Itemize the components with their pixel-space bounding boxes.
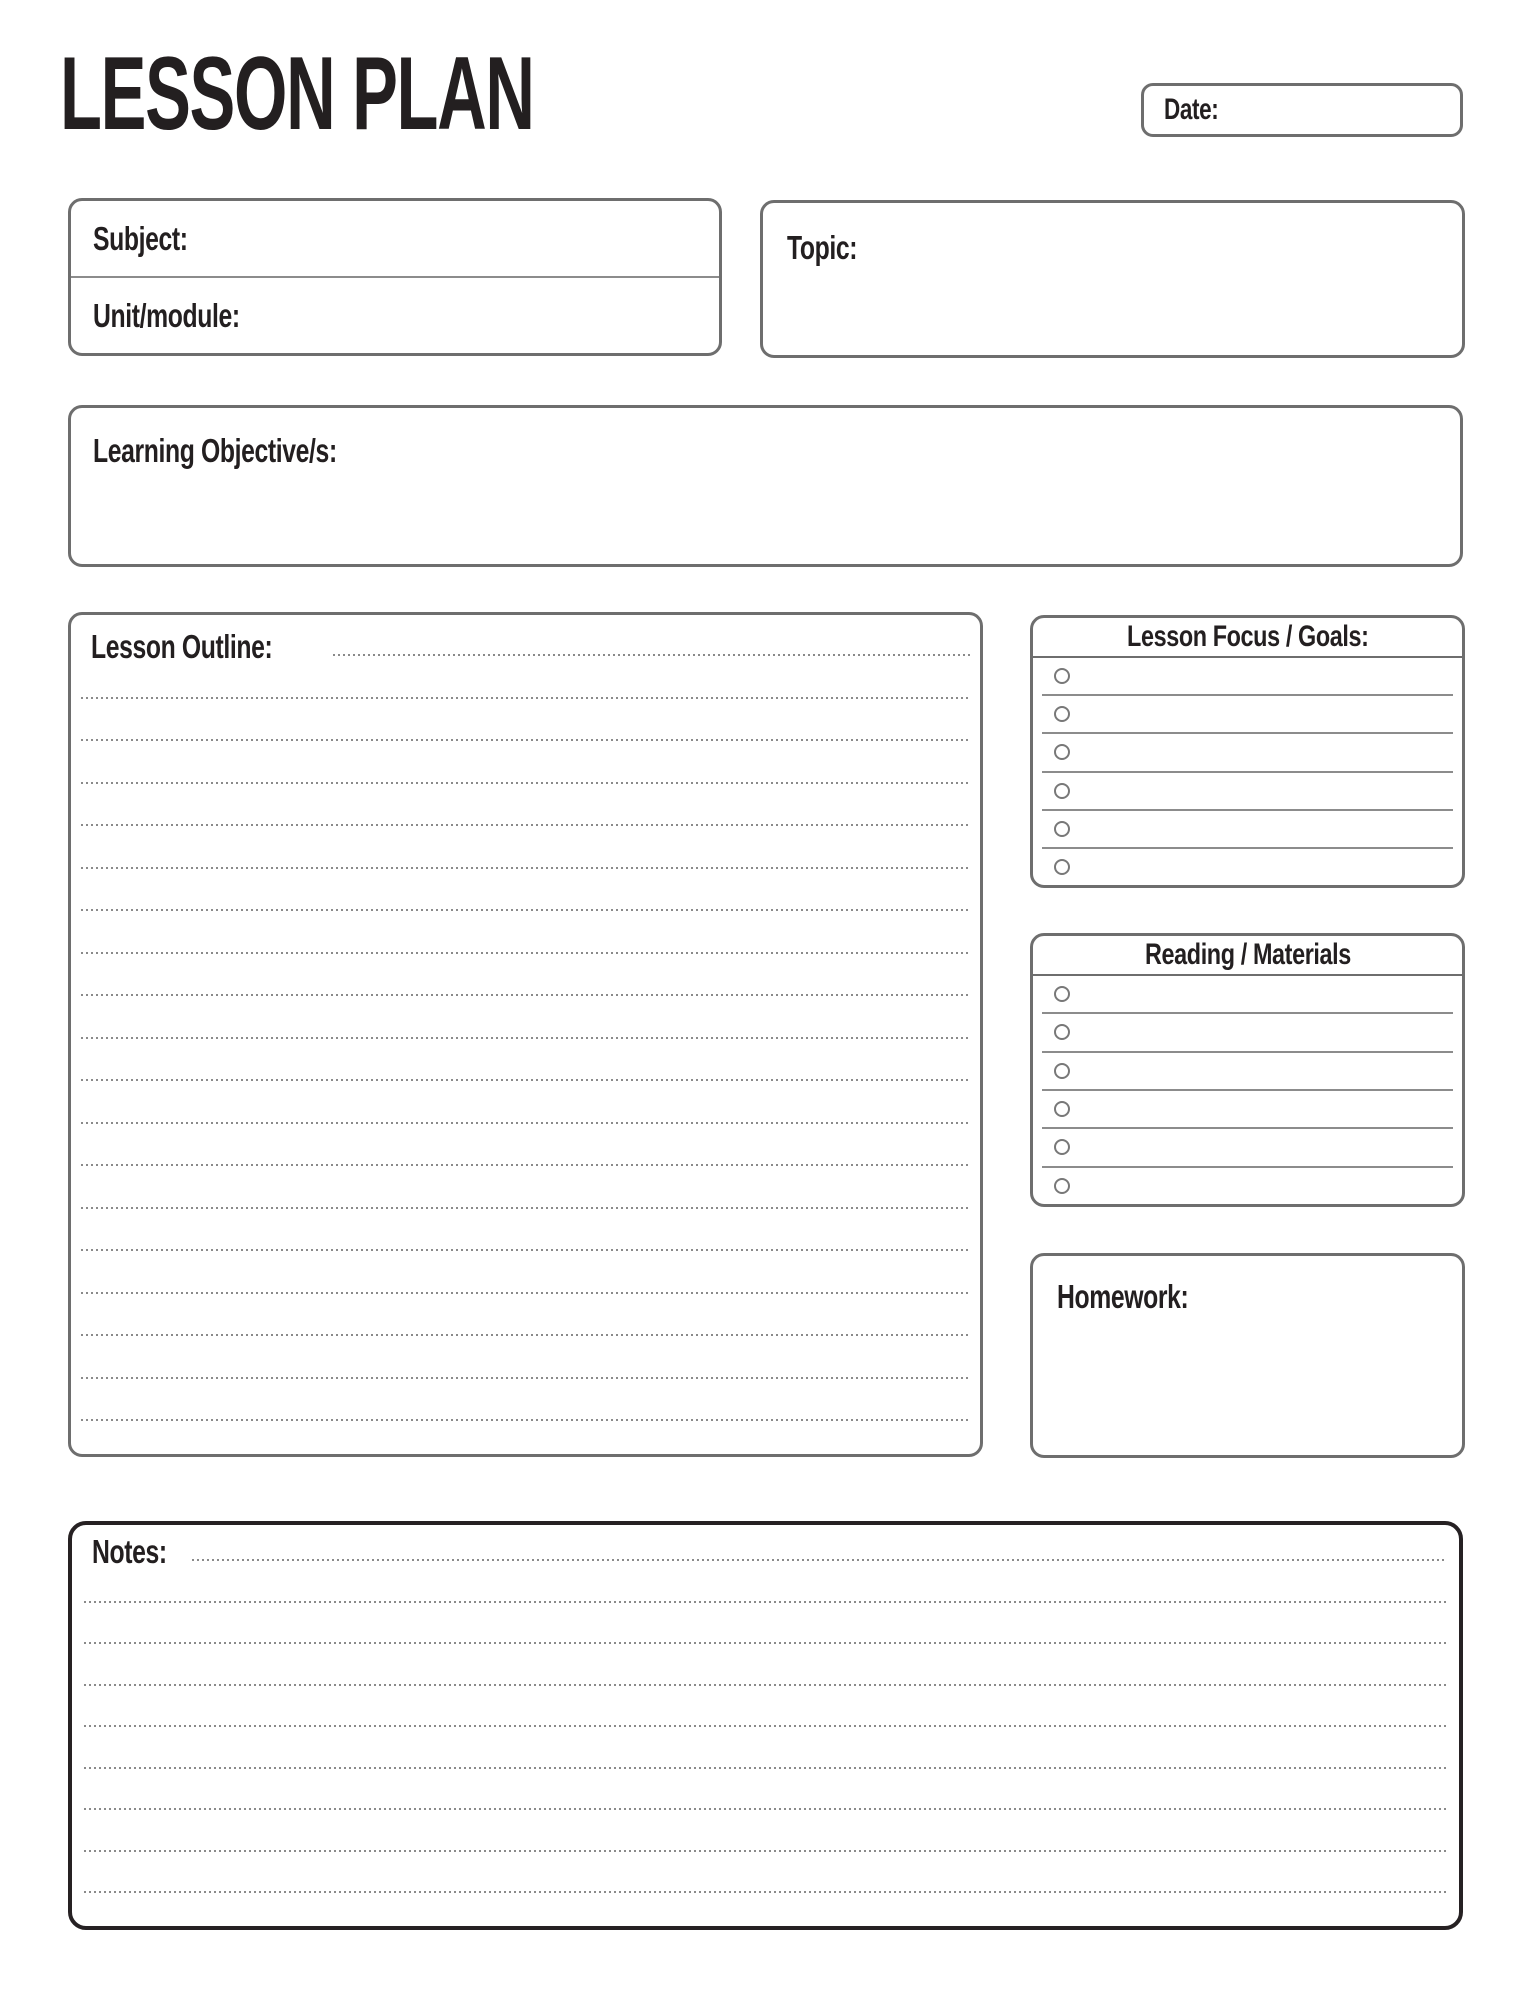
ruled-line-row <box>84 1686 1447 1728</box>
ruled-line-row <box>81 911 970 954</box>
ruled-line-row <box>81 826 970 869</box>
ruled-line-row <box>81 699 970 742</box>
panel-list-row[interactable] <box>1042 811 1453 849</box>
ruled-line-row <box>81 1251 970 1294</box>
goal-bullet-circle[interactable] <box>1054 668 1070 684</box>
learning-objectives-field[interactable] <box>68 405 1463 567</box>
notes-label: Notes: <box>92 1533 167 1570</box>
goal-bullet-circle[interactable] <box>1054 859 1070 875</box>
material-bullet-circle[interactable] <box>1054 1139 1070 1155</box>
notes-first-line <box>84 1525 1447 1570</box>
homework-label: Homework: <box>1057 1278 1189 1315</box>
homework-field[interactable] <box>1030 1253 1465 1458</box>
page-title <box>60 36 778 152</box>
panel-list-row[interactable] <box>1042 1129 1453 1167</box>
ruled-line-row <box>81 1124 970 1167</box>
panel-list-row[interactable] <box>1042 658 1453 696</box>
date-label: Date: <box>1164 93 1219 126</box>
lesson-focus-goals-header <box>1033 618 1462 658</box>
subject-field[interactable] <box>71 201 719 278</box>
lesson-focus-goals-rows <box>1033 658 1462 885</box>
lesson-focus-goals-title: Lesson Focus / Goals: <box>1126 620 1369 653</box>
ruled-line-row <box>81 996 970 1039</box>
reading-materials-title: Reading / Materials <box>1144 938 1351 971</box>
ruled-line-row <box>81 1166 970 1209</box>
goal-bullet-circle[interactable] <box>1054 744 1070 760</box>
ruled-dotted-line <box>81 1418 970 1421</box>
subject-unit-box <box>68 198 722 356</box>
topic-field[interactable] <box>760 200 1465 358</box>
material-bullet-circle[interactable] <box>1054 1101 1070 1117</box>
reading-materials-header <box>1033 936 1462 976</box>
ruled-line-row <box>81 1209 970 1252</box>
panel-list-row[interactable] <box>1042 849 1453 885</box>
ruled-line-row <box>81 1336 970 1379</box>
panel-list-row[interactable] <box>1042 734 1453 772</box>
ruled-line-row <box>81 1039 970 1082</box>
reading-materials-panel <box>1030 933 1465 1207</box>
lesson-outline-label: Lesson Outline: <box>91 628 273 665</box>
reading-materials-rows <box>1033 976 1462 1204</box>
ruled-line-row <box>81 954 970 997</box>
ruled-line-row <box>84 1644 1447 1686</box>
date-field[interactable] <box>1141 83 1463 137</box>
unit-module-field[interactable] <box>71 278 719 353</box>
lesson-outline-first-line <box>81 615 970 665</box>
material-bullet-circle[interactable] <box>1054 986 1070 1002</box>
ruled-dotted-line <box>84 1890 1447 1893</box>
ruled-line-row <box>81 656 970 699</box>
subject-label: Subject: <box>93 219 188 257</box>
panel-list-row[interactable] <box>1042 1053 1453 1091</box>
lesson-outline-lines <box>81 656 970 1421</box>
ruled-line-row <box>84 1561 1447 1603</box>
ruled-line-row <box>84 1727 1447 1769</box>
notes-lines <box>84 1561 1447 1893</box>
ruled-line-row <box>81 741 970 784</box>
lesson-focus-goals-panel <box>1030 615 1465 888</box>
panel-list-row[interactable] <box>1042 976 1453 1014</box>
lesson-outline-field[interactable] <box>68 612 983 1457</box>
material-bullet-circle[interactable] <box>1054 1063 1070 1079</box>
unit-module-label: Unit/module: <box>93 296 240 334</box>
panel-list-row[interactable] <box>1042 696 1453 734</box>
material-bullet-circle[interactable] <box>1054 1178 1070 1194</box>
topic-label: Topic: <box>787 229 858 266</box>
notes-field[interactable] <box>68 1521 1463 1930</box>
learning-objectives-label: Learning Objective/s: <box>93 432 337 469</box>
ruled-line-row <box>81 1081 970 1124</box>
ruled-line-row <box>81 1294 970 1337</box>
ruled-line-row <box>84 1852 1447 1894</box>
goal-bullet-circle[interactable] <box>1054 783 1070 799</box>
panel-list-row[interactable] <box>1042 773 1453 811</box>
ruled-line-row <box>81 784 970 827</box>
panel-list-row[interactable] <box>1042 1168 1453 1204</box>
goal-bullet-circle[interactable] <box>1054 706 1070 722</box>
material-bullet-circle[interactable] <box>1054 1024 1070 1040</box>
goal-bullet-circle[interactable] <box>1054 821 1070 837</box>
ruled-line-row <box>84 1810 1447 1852</box>
panel-list-row[interactable] <box>1042 1014 1453 1052</box>
ruled-line-row <box>81 869 970 912</box>
ruled-line-row <box>84 1603 1447 1645</box>
panel-list-row[interactable] <box>1042 1091 1453 1129</box>
page-title-text: LESSON PLAN <box>60 36 534 152</box>
ruled-line-row <box>84 1769 1447 1811</box>
ruled-line-row <box>81 1379 970 1422</box>
